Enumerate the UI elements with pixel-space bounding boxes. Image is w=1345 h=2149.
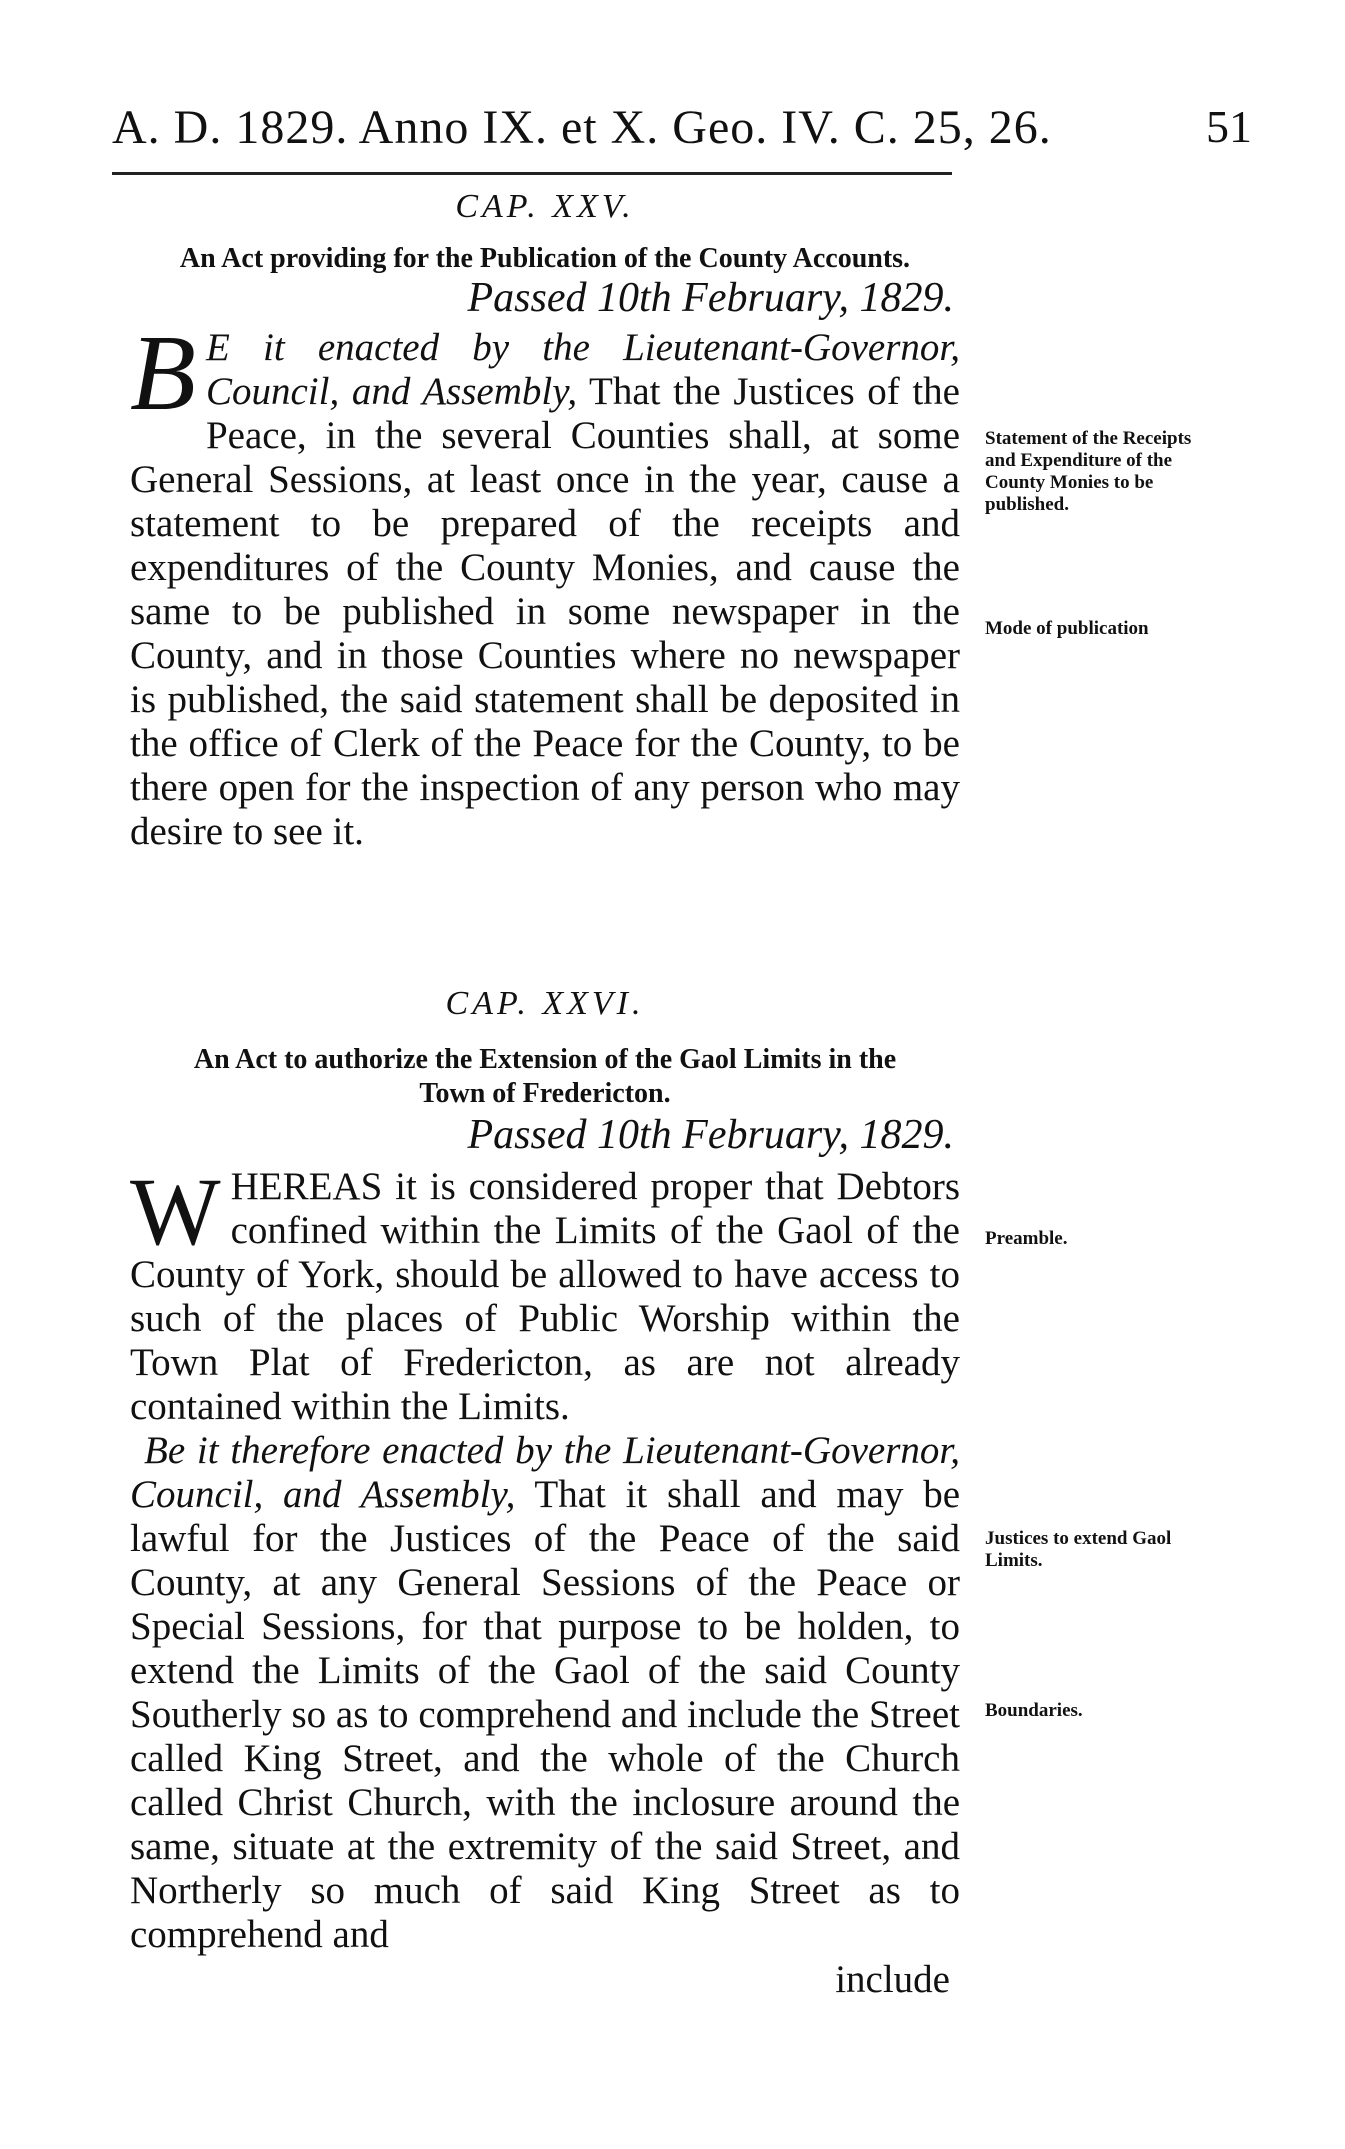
preamble-text: HEREAS it is considered proper that Debtors confined within the Limits of the Gaol of the County of York, should be allowed to have access to such of the places of Public Worship within the Town Plat of Fredericton, as are not already contained within the Limits. bbox=[130, 1165, 960, 1428]
drop-cap: W bbox=[130, 1158, 221, 1265]
act-text: That it shall and may be lawful for the Justices of the Peace of the said County, at any General Sessions of the Peace or Special Sessions, for that purpose to be holden, to extend the Limits of the Gaol of the said County Southerly so as to comprehend and include the Street called King Street, and the whole of the Church called Christ Church, with the inclosure around the same, situate at the extremity of the said Street, and Northerly so much of said King Street as to comprehend and bbox=[130, 1473, 961, 1956]
enacting-body bbox=[130, 1429, 960, 1957]
running-header bbox=[112, 100, 1252, 160]
act-title: An Act providing for the Publication of the County Accounts. bbox=[179, 243, 911, 274]
passed-date: Passed 10th February, 1829. bbox=[467, 1112, 954, 1158]
enacting-clause: E it enacted by the Lieutenant-Governor, Council, and Assembly, bbox=[205, 326, 960, 413]
chapter-25 bbox=[130, 188, 960, 854]
margin-note: Mode of publication bbox=[985, 618, 1149, 639]
margin-note: Preamble. bbox=[985, 1228, 1068, 1249]
enacting-clause: Be it therefore enacted by the Lieutenant-Governor, Council, and Assembly, bbox=[130, 1429, 960, 1516]
act-text: That the Justices of the Peace, in the several Counties shall, at some General Sessions, at least once in the year, cause a statement to be prepared of the receipts and expenditures of the County Monies, and cause the same to be published in some newspaper in the County, and in those Counties where no newspaper is published, the said statement shall be deposited in the office of Clerk of the Peace for the County, to be there open for the inspection of any person who may desire to see it. bbox=[130, 370, 960, 853]
margin-note: Justices to extend Gaol Limits. bbox=[985, 1528, 1172, 1571]
drop-cap: B bbox=[130, 314, 196, 433]
header-rule bbox=[112, 172, 952, 175]
header-title: A. D. 1829. Anno IX. et X. Geo. IV. C. 25, 26. bbox=[112, 101, 1052, 154]
chapter-heading: CAP. XXV. bbox=[455, 188, 635, 225]
catchword: include bbox=[835, 1958, 950, 2001]
act-title: An Act to authorize the Extension of the Gaol Limits in the Town of Fredericton. bbox=[193, 1044, 897, 1109]
margin-note: Statement of the Receipts and Expenditure of the County Monies to be published. bbox=[985, 428, 1192, 515]
chapter-26 bbox=[130, 985, 960, 2002]
page-number: 51 bbox=[1206, 101, 1252, 152]
preamble-body bbox=[130, 1158, 960, 1429]
passed-date: Passed 10th February, 1829. bbox=[467, 275, 954, 321]
act-body bbox=[130, 314, 960, 854]
chapter-heading: CAP. XXVI. bbox=[445, 985, 645, 1022]
margin-note: Boundaries. bbox=[985, 1700, 1083, 1721]
